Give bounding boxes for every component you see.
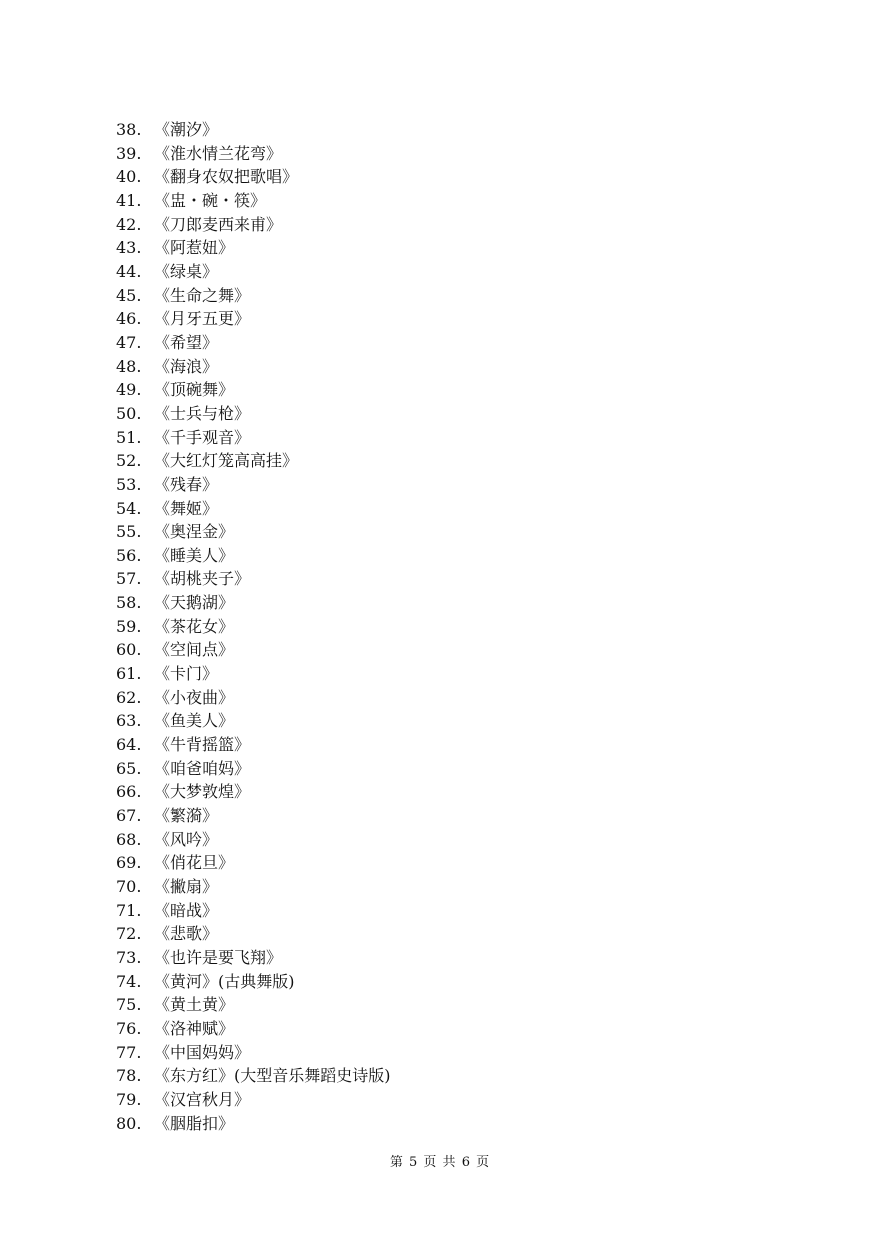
item-title: 《刀郎麦西来甫》 (154, 214, 283, 234)
item-number: 66. (116, 782, 142, 802)
item-title: 《天鹅湖》 (154, 593, 235, 613)
list-item (116, 899, 391, 923)
item-title: 《咱爸咱妈》 (154, 758, 251, 778)
item-number: 55. (116, 522, 142, 542)
item-number: 54. (116, 498, 142, 518)
list-item (116, 970, 391, 994)
item-title: 《月牙五更》 (154, 309, 251, 329)
list-item (116, 1041, 391, 1065)
list-item (116, 1088, 391, 1112)
item-number: 61. (116, 664, 142, 684)
list-item (116, 378, 391, 402)
item-title: 《洛神赋》 (154, 1018, 235, 1038)
item-number: 65. (116, 758, 142, 778)
item-number: 44. (116, 261, 142, 281)
item-title: 《牛背摇篮》 (154, 735, 251, 755)
list-item (116, 709, 391, 733)
item-number: 52. (116, 451, 142, 471)
item-number: 42. (116, 214, 142, 234)
item-number: 63. (116, 711, 142, 731)
item-number: 80. (116, 1113, 142, 1133)
item-number: 76. (116, 1018, 142, 1038)
item-number: 60. (116, 640, 142, 660)
item-title: 《汉宫秋月》 (154, 1089, 251, 1109)
list-item (116, 851, 391, 875)
item-number: 51. (116, 427, 142, 447)
item-title: 《奥涅金》 (154, 522, 235, 542)
item-title: 《胡桃夹子》 (154, 569, 251, 589)
list-item (116, 946, 391, 970)
list-item (116, 1112, 391, 1136)
list-item (116, 757, 391, 781)
item-title: 《茶花女》 (154, 616, 235, 636)
list-item (116, 591, 391, 615)
list-item (116, 544, 391, 568)
item-title: 《东方红》(大型音乐舞蹈史诗版) (154, 1066, 391, 1086)
item-title: 《海浪》 (154, 356, 219, 376)
item-title: 《希望》 (154, 332, 219, 352)
item-number: 38. (116, 120, 142, 139)
item-title: 《大红灯笼高高挂》 (154, 451, 299, 471)
item-title: 《睡美人》 (154, 545, 235, 565)
item-title: 《暗战》 (154, 900, 219, 920)
item-number: 43. (116, 238, 142, 258)
list-item (116, 449, 391, 473)
list-item (116, 307, 391, 331)
item-number: 70. (116, 877, 142, 896)
item-number: 40. (116, 167, 142, 187)
item-number: 75. (116, 995, 142, 1015)
item-number: 56. (116, 545, 142, 565)
item-title: 《中国妈妈》 (154, 1042, 251, 1062)
item-title: 《潮汐》 (154, 120, 219, 139)
list-item (116, 284, 391, 308)
item-number: 53. (116, 474, 142, 494)
item-title: 《也许是要飞翔》 (154, 947, 283, 967)
item-number: 45. (116, 285, 142, 305)
item-number: 73. (116, 947, 142, 967)
list-item (116, 638, 391, 662)
item-number: 39. (116, 143, 142, 163)
item-title: 《黄土黄》 (154, 995, 235, 1015)
item-title: 《顶碗舞》 (154, 380, 235, 400)
item-number: 57. (116, 569, 142, 589)
list-item (116, 331, 391, 355)
list-item (116, 804, 391, 828)
item-number: 79. (116, 1089, 142, 1109)
list-item (116, 213, 391, 237)
item-number: 72. (116, 924, 142, 944)
list-item (116, 1064, 391, 1088)
item-number: 41. (116, 190, 142, 210)
list-item (116, 662, 391, 686)
item-title: 《翻身农奴把歌唱》 (154, 167, 299, 187)
list-item (116, 189, 391, 213)
list-item (116, 733, 391, 757)
item-number: 49. (116, 380, 142, 400)
item-number: 64. (116, 735, 142, 755)
item-title: 《阿惹妞》 (154, 238, 235, 258)
item-number: 77. (116, 1042, 142, 1062)
item-number: 67. (116, 806, 142, 826)
item-number: 68. (116, 829, 142, 849)
item-title: 《撇扇》 (154, 877, 219, 896)
list-item (116, 780, 391, 804)
item-title: 《舞姬》 (154, 498, 219, 518)
item-title: 《盅・碗・筷》 (154, 190, 267, 210)
list-item (116, 922, 391, 946)
item-number: 47. (116, 332, 142, 352)
item-title: 《黄河》(古典舞版) (154, 971, 295, 991)
item-title: 《千手观音》 (154, 427, 251, 447)
item-title: 《残春》 (154, 474, 219, 494)
item-number: 78. (116, 1066, 142, 1086)
list-item (116, 260, 391, 284)
item-title: 《繁漪》 (154, 806, 219, 826)
list-item (116, 497, 391, 521)
list-item (116, 615, 391, 639)
item-title: 《风吟》 (154, 829, 219, 849)
list-item (116, 875, 391, 899)
item-title: 《悲歌》 (154, 924, 219, 944)
list-item (116, 165, 391, 189)
list-item (116, 828, 391, 852)
item-title: 《生命之舞》 (154, 285, 251, 305)
page-footer (0, 1151, 880, 1170)
list-item (116, 402, 391, 426)
item-title: 《空间点》 (154, 640, 235, 660)
item-number: 69. (116, 853, 142, 873)
list-item (116, 686, 391, 710)
item-title: 《士兵与枪》 (154, 403, 251, 423)
item-title: 《俏花旦》 (154, 853, 235, 873)
item-number: 50. (116, 403, 142, 423)
list-item (116, 520, 391, 544)
item-number: 71. (116, 900, 142, 920)
list-item (116, 993, 391, 1017)
repertoire-list (116, 118, 391, 1135)
item-number: 46. (116, 309, 142, 329)
item-title: 《鱼美人》 (154, 711, 235, 731)
list-item (116, 142, 391, 166)
page-number-label: 第 5 页 共 6 页 (389, 1155, 491, 1170)
item-title: 《绿桌》 (154, 261, 219, 281)
list-item (116, 118, 391, 142)
list-item (116, 355, 391, 379)
item-number: 62. (116, 687, 142, 707)
item-title: 《大梦敦煌》 (154, 782, 251, 802)
item-number: 58. (116, 593, 142, 613)
list-item (116, 1017, 391, 1041)
item-title: 《淮水情兰花弯》 (154, 143, 283, 163)
item-number: 48. (116, 356, 142, 376)
item-number: 74. (116, 971, 142, 991)
list-item (116, 567, 391, 591)
list-item (116, 236, 391, 260)
item-title: 《胭脂扣》 (154, 1113, 235, 1133)
item-title: 《卡门》 (154, 664, 219, 684)
list-item (116, 473, 391, 497)
item-number: 59. (116, 616, 142, 636)
list-item (116, 426, 391, 450)
item-title: 《小夜曲》 (154, 687, 235, 707)
